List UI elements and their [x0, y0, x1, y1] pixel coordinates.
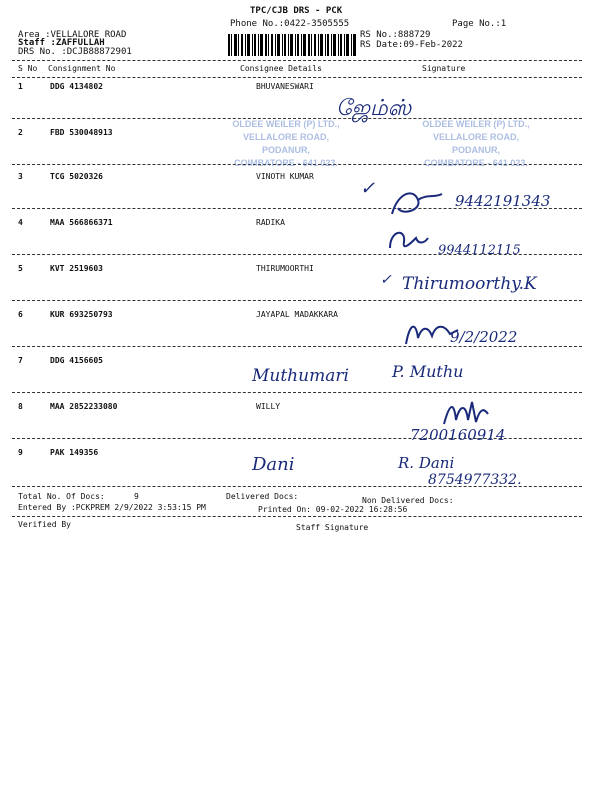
- row-divider: [12, 346, 582, 347]
- check-mark-icon: ✓: [380, 272, 392, 288]
- handwritten-phone: 9442191343: [455, 192, 551, 210]
- handwritten-name: Thirumoorthy.K: [402, 274, 537, 294]
- row-sno: 9: [18, 448, 23, 457]
- barcode: [228, 34, 356, 56]
- stamp-line: OLDEE WEILER (P) LTD.,: [232, 119, 340, 129]
- row-consignee: THIRUMOORTHI: [256, 264, 314, 273]
- handwritten-phone: 9944112115: [438, 243, 521, 258]
- divider: [12, 77, 582, 78]
- handwritten-signature: ஜேம்ஸ்: [336, 96, 412, 121]
- row-sno: 1: [18, 82, 23, 91]
- staff-signature-label: Staff Signature: [296, 523, 369, 532]
- page-number: Page No.:1: [452, 19, 507, 29]
- row-consignment: TCG 5020326: [50, 172, 103, 181]
- row-sno: 5: [18, 264, 23, 273]
- stamp-line: VELLALORE ROAD,: [242, 132, 329, 142]
- non-delivered-docs-label: Non Delivered Docs:: [362, 496, 454, 505]
- row-consignment: FBD 530048913: [50, 128, 113, 137]
- row-divider: [12, 392, 582, 393]
- stamp-line: OLDEE WEILER (P) LTD.,: [422, 119, 530, 129]
- stamp-line: COIMBATORE - 641 023.: [424, 158, 528, 168]
- handwritten-signature: [440, 398, 490, 428]
- row-sno: 7: [18, 356, 23, 365]
- printed-on: Printed On: 09-02-2022 16:28:56: [258, 505, 408, 514]
- row-consignment: PAK 149356: [50, 448, 99, 457]
- handwritten-date: 9/2/2022: [450, 328, 518, 346]
- entered-by: Entered By :PCKPREM 2/9/2022 3:53:15 PM: [18, 503, 206, 512]
- company-stamp: [386, 118, 566, 170]
- total-docs-value: 9: [134, 492, 139, 501]
- row-consignee: RADIKA: [256, 218, 285, 227]
- row-consignment: KVT 2519603: [50, 264, 103, 273]
- drs-number: DRS No. :DCJB88872901: [18, 47, 132, 57]
- check-mark-icon: ✓: [360, 178, 376, 199]
- delivered-docs-label: Delivered Docs:: [226, 492, 299, 501]
- row-divider: [12, 300, 582, 301]
- handwritten-phone: 7200160914: [410, 426, 506, 444]
- row-consignment: MAA 2852233080: [50, 402, 118, 411]
- handwritten-name: Muthumari: [252, 366, 349, 386]
- handwritten-signature: [388, 186, 448, 220]
- stamp-line: VELLALORE ROAD,: [432, 132, 519, 142]
- stamp-line: PODANUR,: [261, 145, 310, 155]
- area-label: Area :VELLALORE ROAD: [18, 30, 127, 40]
- sheet-title: TPC/CJB DRS - PCK: [250, 6, 343, 16]
- row-sno: 6: [18, 310, 23, 319]
- row-consignment: KUR 693250793: [50, 310, 113, 319]
- handwritten-signature: [386, 224, 432, 254]
- col-consignee: Consignee Details: [240, 64, 322, 73]
- verified-by: Verified By: [18, 520, 71, 529]
- divider: [12, 60, 582, 61]
- row-consignment: DDG 4156605: [50, 356, 103, 365]
- row-sno: 4: [18, 218, 23, 227]
- total-docs-label: Total No. Of Docs:: [18, 492, 105, 501]
- row-consignment: DDG 4134802: [50, 82, 103, 91]
- row-sno: 3: [18, 172, 23, 181]
- row-consignee: JAYAPAL MADAKKARA: [256, 310, 338, 319]
- handwritten-signature: R. Dani: [398, 454, 455, 472]
- stamp-line: COIMBATORE - 641 023.: [234, 158, 338, 168]
- stamp-line: PODANUR,: [451, 145, 500, 155]
- col-signature: Signature: [422, 64, 466, 73]
- row-consignee: WILLY: [256, 402, 281, 411]
- row-consignee: BHUVANESWARI: [256, 82, 314, 91]
- staff-label: Staff :ZAFFULLAH: [18, 38, 105, 48]
- col-consignment: Consignment No: [48, 64, 116, 73]
- phone-number: Phone No.:0422-3505555: [230, 19, 350, 29]
- rs-number: RS No.:888729: [360, 30, 431, 40]
- company-stamp: [196, 118, 376, 170]
- col-sno: S No: [18, 64, 38, 73]
- handwritten-phone: 8754977332.: [428, 472, 522, 488]
- row-consignee: VINOTH KUMAR: [256, 172, 314, 181]
- row-sno: 2: [18, 128, 23, 137]
- handwritten-name: Dani: [252, 454, 295, 475]
- divider: [12, 516, 582, 517]
- rs-date: RS Date:09-Feb-2022: [360, 40, 463, 50]
- row-consignment: MAA 566866371: [50, 218, 113, 227]
- handwritten-signature: P. Muthu: [392, 362, 464, 381]
- row-sno: 8: [18, 402, 23, 411]
